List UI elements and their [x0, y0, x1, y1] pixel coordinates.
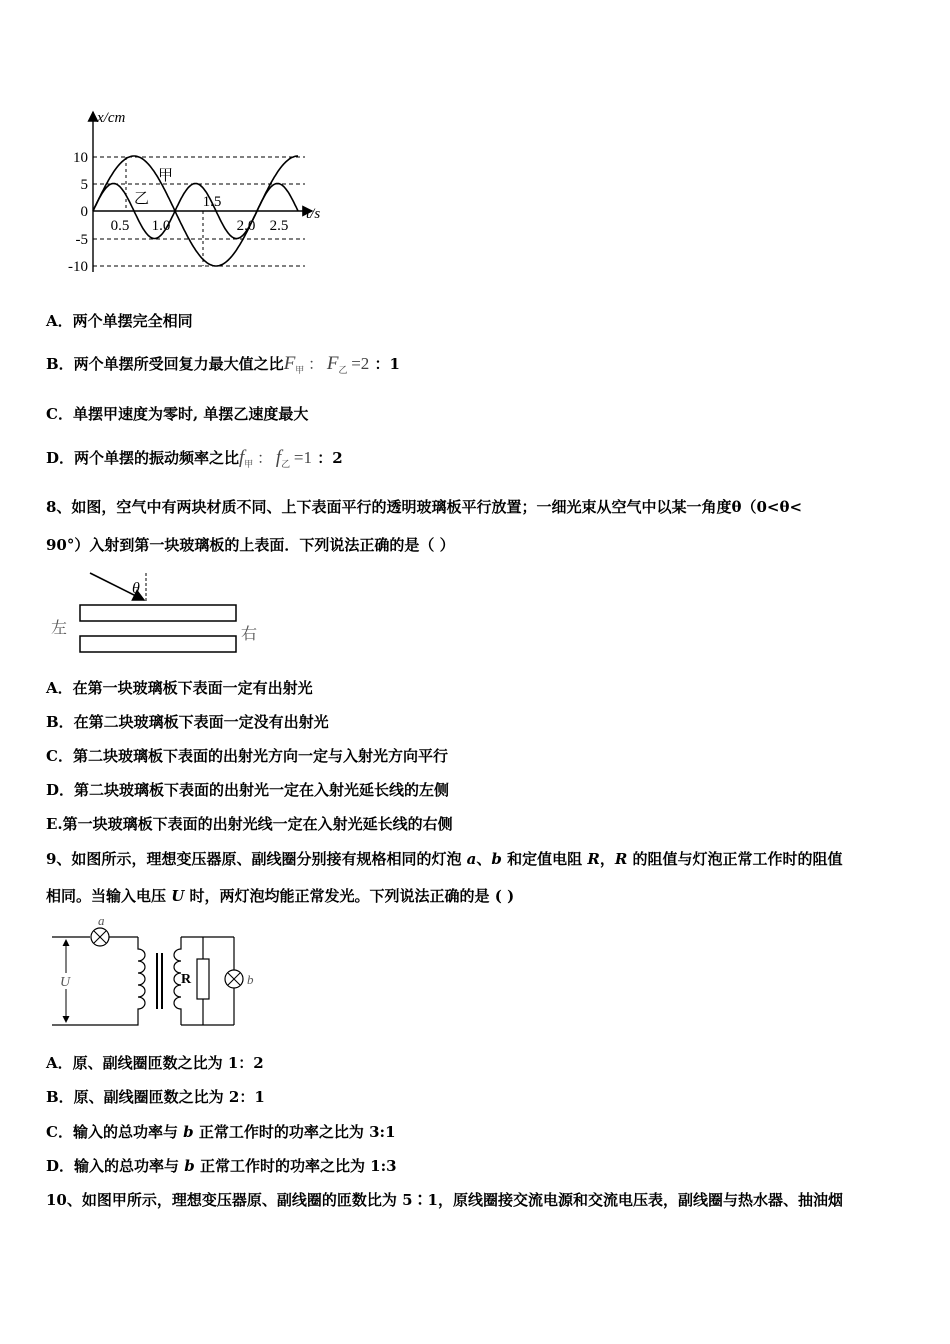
y-tick-5: 5: [80, 177, 88, 193]
q8-stem-line2: 90°）入射到第一块玻璃板的上表面．下列说法正确的是（ ）: [46, 536, 455, 554]
q7-option-d: [46, 448, 343, 474]
q7-option-c: C．单摆甲速度为零时, 单摆乙速度最大: [46, 405, 309, 423]
curve-jia-label: 甲: [158, 168, 174, 184]
q7-option-b-prefix: B．两个单摆所受回复力最大值之比: [46, 355, 284, 373]
y-tick-0: 0: [80, 204, 88, 220]
x-tick-1.0: 1.0: [151, 218, 171, 234]
q7-option-d-suffix: ：2: [317, 449, 343, 467]
q8-option-e: E.第一块玻璃板下表面的出射光线一定在入射光延长线的右侧: [46, 815, 453, 833]
y-tick-neg5: -5: [75, 232, 88, 248]
oscillation-graph: [50, 100, 340, 280]
x-tick-0.5: 0.5: [110, 218, 130, 234]
q9-option-c: C．输入的总功率与 b 正常工作时的功率之比为 3:1: [46, 1123, 396, 1141]
secondary-coil: [174, 937, 181, 1025]
q7-option-d-formula: $f_甲$ ： $f_乙 =1$: [239, 447, 312, 469]
q7-option-b: [46, 354, 400, 380]
lamp-b-label: b: [247, 972, 254, 987]
q7-option-a: A．两个单摆完全相同: [46, 312, 193, 330]
q7-option-b-formula: $F_甲$ ： $F_乙 =2$: [283, 353, 370, 375]
glass-plate-1: [80, 605, 236, 621]
y-axis-label: x/cm: [97, 110, 126, 126]
curve-yi-label: 乙: [134, 191, 150, 207]
voltage-label: U: [60, 975, 71, 990]
x-axis-label: t/s: [306, 206, 321, 222]
y-tick-neg10: -10: [68, 259, 88, 275]
transformer-circuit-figure: [46, 915, 266, 1033]
q9-option-b: B．原、副线圈匝数之比为 2：1: [46, 1088, 265, 1106]
q8-option-b: B．在第二块玻璃板下表面一定没有出射光: [46, 713, 329, 731]
q10-stem-line1: 10、如图甲所示，理想变压器原、副线圈的匝数比为 5∶1，原线圈接交流电源和交流电压表，副线圈与热水器、抽油烟: [46, 1191, 843, 1209]
label-left: 左: [51, 620, 68, 637]
label-right: 右: [241, 626, 258, 643]
q7-option-d-prefix: D．两个单摆的振动频率之比: [46, 449, 240, 467]
glass-plate-2: [80, 636, 236, 652]
q9-stem-line2: 相同。当输入电压 U 时，两灯泡均能正常发光。下列说法正确的是 ( ): [46, 887, 515, 905]
q8-option-a: A．在第一块玻璃板下表面一定有出射光: [46, 679, 313, 697]
x-tick-1.5: 1.5: [202, 194, 222, 210]
q8-stem-line1: 8、如图，空气中有两块材质不同、上下表面平行的透明玻璃板平行放置；一细光束从空气中以某一角度θ（0<θ<: [46, 498, 803, 516]
glass-plates-figure: [46, 565, 264, 661]
x-tick-2.5: 2.5: [269, 218, 289, 234]
x-tick-2.0: 2.0: [236, 218, 256, 234]
resistor-label: R: [181, 972, 192, 987]
lamp-a-label: a: [98, 915, 105, 928]
q9-option-a: A．原、副线圈匝数之比为 1：2: [46, 1054, 264, 1072]
angle-theta: θ: [132, 580, 140, 597]
q7-option-b-suffix: ：1: [374, 355, 400, 373]
q8-option-d: D．第二块玻璃板下表面的出射光一定在入射光延长线的左侧: [46, 781, 450, 799]
q8-option-c: C．第二块玻璃板下表面的出射光方向一定与入射光方向平行: [46, 747, 448, 765]
q9-stem-line1: 9、如图所示，理想变压器原、副线圈分别接有规格相同的灯泡 a、b 和定值电阻 R，R 的阻值与灯泡正常工作时的阻值: [46, 850, 843, 868]
resistor-R: [197, 959, 209, 999]
y-tick-10: 10: [73, 150, 88, 166]
q9-option-d: D．输入的总功率与 b 正常工作时的功率之比为 1:3: [46, 1157, 397, 1175]
